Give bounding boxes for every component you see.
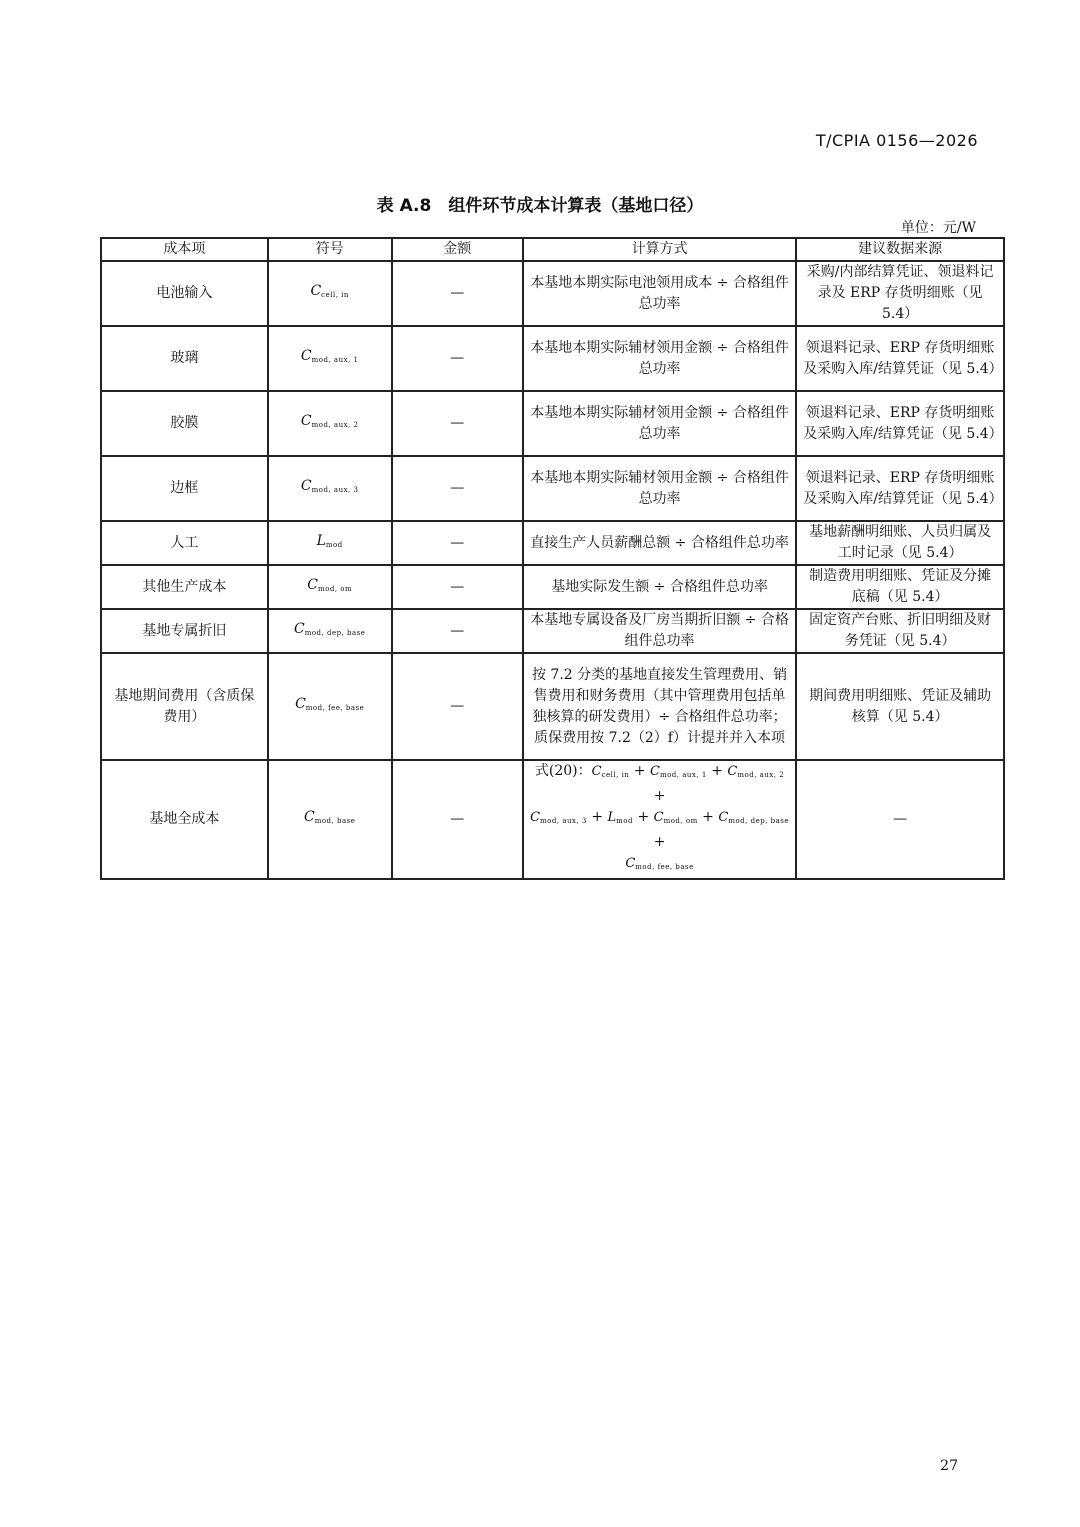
symbol-cell: [268, 326, 392, 391]
symbol: [304, 809, 355, 825]
formula-term: $C_{mod, om}$: [653, 810, 698, 825]
method-cell: 直接生产人员薪酬总额 ÷ 合格组件总功率: [523, 521, 796, 565]
amount-cell: —: [392, 521, 523, 565]
formula-term: $C_{cell, in}$: [591, 764, 630, 779]
symbol: [301, 348, 359, 364]
symbol-cell: [268, 760, 392, 879]
formula-prefix: 式(20)：: [534, 763, 592, 779]
source-cell: —: [796, 760, 1004, 879]
symbol-base: C: [300, 413, 312, 429]
cost-item: 其他生产成本: [101, 565, 268, 609]
column-header: 金额: [392, 238, 523, 261]
symbol-subscript: mod, aux, 1: [311, 356, 359, 364]
table-row: [101, 760, 1004, 879]
symbol-base: C: [300, 478, 312, 494]
unit-label: 单位：元/W: [900, 220, 976, 236]
symbol-subscript: mod, aux, 3: [311, 486, 359, 494]
cost-item: 人工: [101, 521, 268, 565]
column-header: 成本项: [101, 238, 268, 261]
method-cell: 本基地本期实际辅材领用金额 ÷ 合格组件总功率: [523, 456, 796, 521]
symbol: [307, 577, 352, 593]
formula-term: $C_{mod, aux, 2}$: [727, 764, 785, 779]
symbol-cell: [268, 565, 392, 609]
symbol-subscript: mod, om: [317, 584, 353, 593]
symbol-base: C: [310, 283, 322, 299]
formula-term: $L_{mod}$: [607, 810, 633, 825]
formula-cell: [523, 760, 796, 879]
cost-item: 基地专属折旧: [101, 609, 268, 653]
source-cell: 领退料记录、ERP 存货明细账及采购入库/结算凭证（见 5.4）: [796, 326, 1004, 391]
plus-sign: +: [702, 809, 714, 825]
symbol: [295, 696, 364, 712]
symbol-cell: [268, 521, 392, 565]
amount-cell: —: [392, 261, 523, 326]
plus-sign: +: [591, 809, 604, 825]
table-row: [101, 326, 1004, 391]
cost-item: 胶膜: [101, 391, 268, 456]
symbol-subscript: mod, dep, base: [304, 628, 366, 637]
cost-item: 基地期间费用（含质保费用）: [101, 653, 268, 760]
symbol-cell: [268, 653, 392, 760]
table-row: [101, 653, 1004, 760]
symbol: [294, 621, 365, 637]
amount-cell: —: [392, 565, 523, 609]
plus-sign: +: [637, 809, 650, 825]
method-cell: 本基地专属设备及厂房当期折旧额 ÷ 合格组件总功率: [523, 609, 796, 653]
symbol-base: C: [300, 348, 312, 364]
symbol-cell: [268, 261, 392, 326]
symbol-base: C: [303, 809, 315, 825]
source-cell: 领退料记录、ERP 存货明细账及采购入库/结算凭证（见 5.4）: [796, 456, 1004, 521]
symbol-subscript: mod: [325, 540, 343, 549]
method-cell: 按 7.2 分类的基地直接发生管理费用、销售费用和财务费用（其中管理费用包括单独核算的研发费用）÷ 合格组件总功率；质保费用按 7.2（2）f）计提并并入本项: [523, 653, 796, 760]
method-cell: 基地实际发生额 ÷ 合格组件总功率: [523, 565, 796, 609]
symbol-cell: [268, 391, 392, 456]
formula-term: $C_{mod, fee, base}$: [625, 856, 694, 871]
cost-table: [100, 237, 1005, 880]
plus-sign: +: [653, 834, 666, 850]
cost-item: 玻璃: [101, 326, 268, 391]
symbol-subscript: mod, aux, 2: [311, 421, 359, 429]
plus-sign: +: [633, 763, 646, 779]
symbol-subscript: cell, in: [321, 291, 349, 299]
plus-sign: +: [711, 763, 723, 779]
method-cell: 本基地本期实际辅材领用金额 ÷ 合格组件总功率: [523, 391, 796, 456]
table-row: [101, 261, 1004, 326]
amount-cell: —: [392, 653, 523, 760]
cost-item: 电池输入: [101, 261, 268, 326]
source-cell: 期间费用明细账、凭证及辅助核算（见 5.4）: [796, 653, 1004, 760]
symbol-cell: [268, 609, 392, 653]
plus-sign: +: [653, 788, 666, 804]
method-cell: 本基地本期实际电池领用成本 ÷ 合格组件总功率: [523, 261, 796, 326]
formula-term: $C_{mod, dep, base}$: [718, 810, 790, 825]
table-row: [101, 565, 1004, 609]
column-header: 符号: [268, 238, 392, 261]
column-header: 建议数据来源: [796, 238, 1004, 261]
symbol: [317, 533, 343, 549]
cost-item: 边框: [101, 456, 268, 521]
amount-cell: —: [392, 326, 523, 391]
symbol-base: C: [293, 620, 305, 637]
symbol-subscript: mod, fee, base: [305, 704, 365, 712]
page-number: 27: [940, 1458, 958, 1474]
symbol: [301, 478, 359, 494]
cost-item: 基地全成本: [101, 760, 268, 879]
document-id: T/CPIA 0156—2026: [815, 131, 978, 150]
source-cell: 制造费用明细账、凭证及分摊底稿（见 5.4）: [796, 565, 1004, 609]
symbol: [301, 413, 359, 429]
source-cell: 采购/内部结算凭证、领退料记录及 ERP 存货明细账（见 5.4）: [796, 261, 1004, 326]
column-header: 计算方式: [523, 238, 796, 261]
amount-cell: —: [392, 760, 523, 879]
symbol-base: C: [307, 576, 318, 593]
table-caption: 表 A.8 组件环节成本计算表（基地口径）: [376, 196, 704, 216]
table-row: [101, 456, 1004, 521]
source-cell: 固定资产台账、折旧明细及财务凭证（见 5.4）: [796, 609, 1004, 653]
table-row: [101, 521, 1004, 565]
table-header-row: [101, 238, 1004, 261]
amount-cell: —: [392, 456, 523, 521]
formula-term: $C_{mod, aux, 3}$: [530, 810, 587, 825]
source-cell: 领退料记录、ERP 存货明细账及采购入库/结算凭证（见 5.4）: [796, 391, 1004, 456]
amount-cell: —: [392, 391, 523, 456]
symbol: [310, 283, 348, 299]
amount-cell: —: [392, 609, 523, 653]
symbol-base: L: [316, 532, 326, 549]
symbol-base: C: [295, 696, 306, 712]
method-cell: 本基地本期实际辅材领用金额 ÷ 合格组件总功率: [523, 326, 796, 391]
symbol-cell: [268, 456, 392, 521]
table-row: [101, 391, 1004, 456]
source-cell: 基地薪酬明细账、人员归属及工时记录（见 5.4）: [796, 521, 1004, 565]
formula-term: $C_{mod, aux, 1}$: [650, 764, 707, 779]
symbol-subscript: mod, base: [314, 817, 356, 825]
table-row: [101, 609, 1004, 653]
